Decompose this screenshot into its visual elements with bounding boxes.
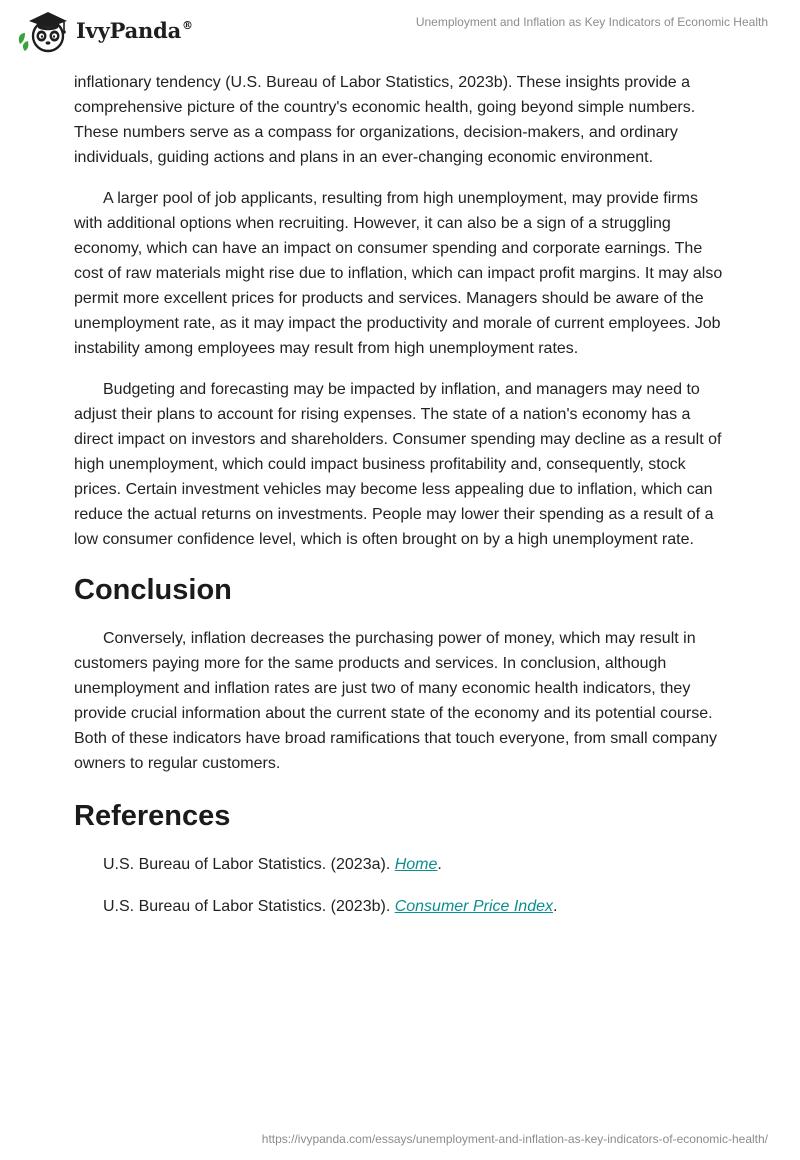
body-paragraph-3: Budgeting and forecasting may be impacted by inflation, and managers may need to adjust their plans to account for rising expenses. The state of a nation's economy has a direct impact on investors and shareholders. Consumer spending may decline as a result of high unemployment, which could impact business profitability and, consequently, stock prices. Certain investment vehicles may become less appealing due to inflation, which can reduce the actual returns on investments. People may lower their spending as a result of a low consumer confidence level, which is often brought on by a high unemployment rate. xyxy=(74,381,722,548)
page-header xyxy=(0,0,800,64)
reference-2-suffix: . xyxy=(553,898,558,915)
reference-1-suffix: . xyxy=(437,856,442,873)
document-title: Unemployment and Inflation as Key Indicators of Economic Health xyxy=(415,15,768,29)
body-paragraph-1: inflationary tendency (U.S. Bureau of Labor Statistics, 2023b). These insights provide a comprehensive picture of the country's economic health, going beyond simple numbers. These numbers serve as a compass for organizations, decision-makers, and ordinary individuals, guiding actions and plans in an ever-changing economic environment. xyxy=(74,74,696,166)
body-paragraph-2: A larger pool of job applicants, resulting from high unemployment, may provide firms with additional options when recruiting. However, it can also be a sign of a struggling economy, which can have an impact on consumer spending and corporate earnings. The cost of raw materials might rise due to inflation, which can impact profit margins. It may also permit more excellent prices for products and services. Managers should be aware of the unemployment rate, as it may impact the productivity and morale of current employees. Job instability among employees may result from high unemployment rates. xyxy=(74,190,723,357)
registered-mark: ® xyxy=(182,18,193,32)
logo-text xyxy=(76,18,193,43)
footer-url[interactable]: https://ivypanda.com/essays/unemployment-and-inflation-as-key-indicators-of-economic-health/ xyxy=(261,1132,768,1146)
reference-item-1 xyxy=(103,852,724,877)
reference-link-home[interactable]: Home xyxy=(394,856,438,873)
panda-graduate-icon xyxy=(16,6,72,54)
reference-item-2 xyxy=(103,894,724,919)
conclusion-heading: Conclusion xyxy=(74,574,232,606)
ivypanda-logo[interactable] xyxy=(16,6,193,54)
conclusion-paragraph: Conversely, inflation decreases the purchasing power of money, which may result in customers paying more for the same products and services. In conclusion, although unemployment and inflation rates are just two of many economic health indicators, they provide crucial information about the current state of the economy and its potential course. Both of these indicators have broad ramifications that touch everyone, from small company owners to regular customers. xyxy=(74,630,717,772)
reference-2-text: U.S. Bureau of Labor Statistics. (2023b). xyxy=(103,898,395,915)
reference-link-cpi[interactable]: Consumer Price Index xyxy=(394,898,553,915)
reference-1-text: U.S. Bureau of Labor Statistics. (2023a). xyxy=(103,856,395,873)
essay-content xyxy=(74,70,724,936)
references-heading: References xyxy=(74,800,231,832)
logo-wordmark: IvyPanda xyxy=(76,17,182,43)
